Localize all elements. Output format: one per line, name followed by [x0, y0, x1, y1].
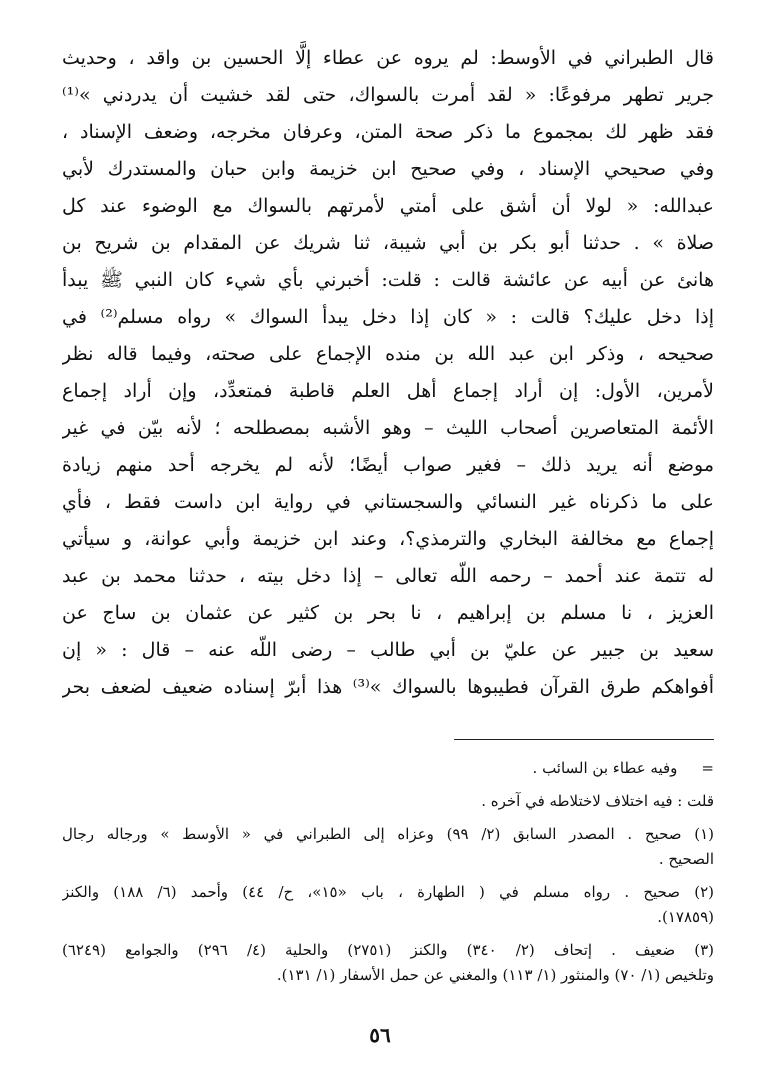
text-line: الأئمة المتعاصرين أصحاب الليث – وهو الأشبه بمصطلحه ؛ لأنه بيّن في غير: [62, 417, 714, 439]
footnote-separator: [454, 739, 714, 740]
text-line: العزيز ، نا مسلم بن إبراهيم ، نا بحر بن كثير عن عثمان بن ساج عن: [62, 602, 714, 624]
main-text-block: [62, 40, 714, 706]
footnote-1-line-1: (١) صحيح . المصدر السابق (٢/ ٩٩) وعزاه إلى الطبراني في « الأوسط » ورجاله رجال: [62, 825, 714, 843]
page-number: ٥٦: [369, 1023, 391, 1047]
continuation-text: وفيه عطاء بن السائب .: [532, 759, 678, 777]
text-line: عبدالله: « لولا أن أشق على أمتي لأمرتهم بالسواك مع الوضوء عند كل: [62, 195, 714, 217]
text-line: له تتمة عند أحمد – رحمه اللّه تعالى – إذا دخل بيته ، حدثنا محمد بن عبد: [62, 565, 714, 587]
text-line: موضع أنه يريد ذلك – فغير صواب أيضًا؛ لأنه لم يخرجه أحد منهم زيادة: [62, 454, 714, 476]
text-line: إذا دخل عليك؟ قالت : « كان إذا دخل يبدأ السواك » رواه مسلم⁽²⁾ في: [62, 306, 714, 328]
text-line: وفي صحيحي الإسناد ، وفي صحيح ابن خزيمة وابن حبان والمستدرك لأبي: [62, 158, 714, 180]
text-line: صلاة » . حدثنا أبو بكر بن أبي شيبة، ثنا شريك عن المقدام بن شريح بن: [62, 232, 714, 254]
continuation-mark: =: [701, 759, 714, 777]
footnote-2-line-2: (١٧٨٥٩).: [657, 908, 714, 926]
text-line: على ما ذكرناه غير النسائي والسجستاني في رواية ابن داست فقط ، فأي: [62, 491, 714, 513]
text-line: أفواهكم طرق القرآن فطيبوها بالسواك »⁽³⁾ هذا أبرّ إسناده ضعيف لضعف بحر: [62, 676, 714, 698]
text-line: قال الطبراني في الأوسط: لم يروه عن عطاء إلَّا الحسين بن واقد ، وحديث: [62, 47, 714, 69]
footnote-continuation: [62, 756, 714, 781]
footnote-3-line-2: وتلخيص (١/ ٧٠) والمنثور (١/ ١١٣) والمغني عن حمل الأسفار (١/ ١٣١).: [276, 966, 714, 984]
text-line: فقد ظهر لك بمجموع ما ذكر صحة المتن، وعرفان مخرجه، وضعف الإسناد ،: [62, 121, 714, 143]
footnote-2-line-1: (٢) صحيح . رواه مسلم في ( الطهارة ، باب «١٥»، ح/ ٤٤) وأحمد (٦/ ١٨٨) والكنز: [62, 883, 714, 901]
text-line: لأمرين، الأول: إن أراد إجماع أهل العلم قاطبة فمتعدِّد، وإن أراد إجماع: [62, 380, 714, 402]
footnotes-block: [62, 756, 714, 988]
text-line: صحيحه ، وذكر ابن عبد الله بن منده الإجماع على صحته، وفيما قاله نظر: [62, 343, 714, 365]
text-line: جرير تطهر مرفوعًا: « لقد أمرت بالسواك، حتى لقد خشيت أن يدردني »⁽¹⁾: [62, 84, 714, 106]
footnote-3-line-1: (٣) ضعيف . إتحاف (٢/ ٣٤٠) والكنز (٢٧٥١) والحلية (٤/ ٢٩٦) والجوامع (٦٢٤٩): [62, 941, 714, 959]
footnote-1-line-2: الصحيح .: [658, 850, 714, 868]
text-line: سعيد بن جبير عن عليّ بن أبي طالب – رضى اللّه عنه – قال : « إن: [62, 639, 714, 661]
text-line: إجماع مع مخالفة البخاري والترمذي؟، وعند ابن خزيمة وأبي عوانة، و سيأتي: [62, 528, 714, 550]
text-line: هانئ عن أبيه عن عائشة قالت : قلت: أخبرني بأي شيء كان النبي ﷺ يبدأ: [62, 269, 714, 291]
footnote-note: قلت : فيه اختلاف لاختلاطه في آخره .: [481, 792, 714, 810]
